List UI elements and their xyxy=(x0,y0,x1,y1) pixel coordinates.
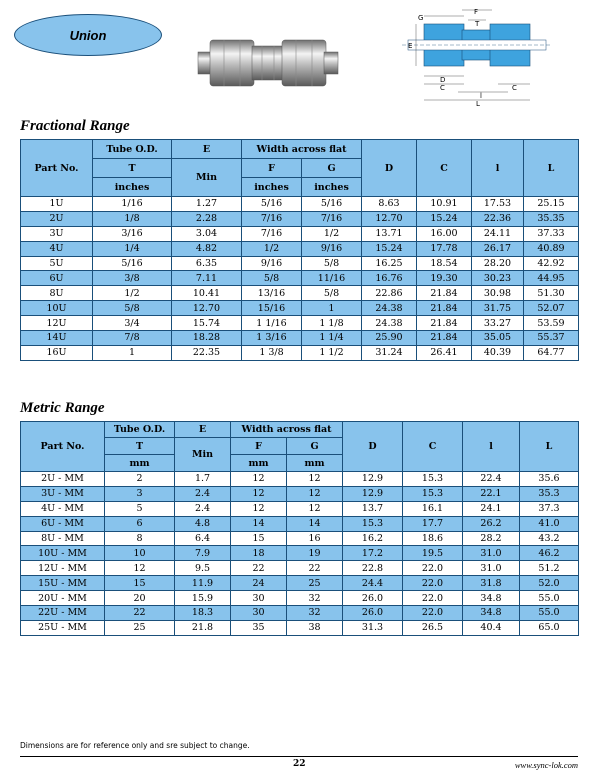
table-cell: 5U xyxy=(21,256,93,271)
table-cell: 17.78 xyxy=(417,241,472,256)
header-tube-od: Tube O.D. xyxy=(105,422,175,438)
header-tube-od: Tube O.D. xyxy=(93,140,172,159)
table-cell: 19.30 xyxy=(417,271,472,286)
header-e-min: Min xyxy=(172,159,242,197)
header-f-unit: inches xyxy=(242,178,302,197)
table-cell: 37.3 xyxy=(520,501,579,516)
table-cell: 26.17 xyxy=(472,241,524,256)
table-cell: 53.59 xyxy=(524,316,579,331)
fractional-range-title: Fractional Range xyxy=(20,118,130,134)
table-cell: 3U xyxy=(21,226,93,241)
table-cell: 19.5 xyxy=(403,546,463,561)
table-cell: 46.2 xyxy=(520,546,579,561)
table-cell: 7.11 xyxy=(172,271,242,286)
table-cell: 1U xyxy=(21,197,93,212)
header-g: G xyxy=(287,438,343,455)
table-cell: 1/2 xyxy=(93,286,172,301)
table-row xyxy=(21,301,579,316)
table-cell: 28.2 xyxy=(463,531,520,546)
product-badge-label: Union xyxy=(69,27,107,43)
table-cell: 20 xyxy=(105,591,175,606)
table-cell: 43.2 xyxy=(520,531,579,546)
table-cell: 8U - MM xyxy=(21,531,105,546)
table-cell: 32 xyxy=(287,591,343,606)
table-cell: 15 xyxy=(231,531,287,546)
table-cell: 15.9 xyxy=(175,591,231,606)
table-cell: 35 xyxy=(231,620,287,635)
metric-range-title: Metric Range xyxy=(20,400,105,416)
table-cell: 25.90 xyxy=(362,331,417,346)
table-cell: 3.04 xyxy=(172,226,242,241)
table-cell: 7.9 xyxy=(175,546,231,561)
table-row xyxy=(21,531,579,546)
table-row xyxy=(21,546,579,561)
table-cell: 12.70 xyxy=(172,301,242,316)
table-cell: 1 1/4 xyxy=(302,331,362,346)
table-cell: 35.05 xyxy=(472,331,524,346)
table-cell: 6.4 xyxy=(175,531,231,546)
table-cell: 1/2 xyxy=(302,226,362,241)
drawing-label-t: T xyxy=(475,20,480,28)
table-cell: 12 xyxy=(231,501,287,516)
table-row xyxy=(21,197,579,212)
table-row xyxy=(21,271,579,286)
header-l-small: l xyxy=(472,140,524,197)
table-cell: 18.54 xyxy=(417,256,472,271)
header-c: C xyxy=(403,422,463,472)
table-cell: 31.75 xyxy=(472,301,524,316)
union-technical-drawing xyxy=(402,6,552,106)
table-cell: 31.0 xyxy=(463,561,520,576)
table-cell: 31.0 xyxy=(463,546,520,561)
table-row xyxy=(21,331,579,346)
table-cell: 5/16 xyxy=(242,197,302,212)
table-cell: 32 xyxy=(287,606,343,621)
table-cell: 11.9 xyxy=(175,576,231,591)
table-cell: 26.41 xyxy=(417,345,472,360)
table-cell: 17.2 xyxy=(343,546,403,561)
table-cell: 21.84 xyxy=(417,316,472,331)
table-cell: 37.33 xyxy=(524,226,579,241)
table-cell: 26.2 xyxy=(463,516,520,531)
table-cell: 1/8 xyxy=(93,211,172,226)
table-cell: 24.11 xyxy=(472,226,524,241)
table-cell: 4.82 xyxy=(172,241,242,256)
footnote: Dimensions are for reference only and sre subject to change. xyxy=(20,741,250,750)
header-f: F xyxy=(242,159,302,178)
table-row xyxy=(21,241,579,256)
header-t: T xyxy=(105,438,175,455)
table-cell: 14U xyxy=(21,331,93,346)
table-cell: 44.95 xyxy=(524,271,579,286)
table-cell: 22.0 xyxy=(403,591,463,606)
table-row xyxy=(21,226,579,241)
table-cell: 6U xyxy=(21,271,93,286)
table-cell: 24.38 xyxy=(362,316,417,331)
table-cell: 24.4 xyxy=(343,576,403,591)
header-l-big: L xyxy=(520,422,579,472)
table-cell: 31.3 xyxy=(343,620,403,635)
drawing-label-l-big: L xyxy=(476,100,480,106)
table-cell: 21.84 xyxy=(417,301,472,316)
table-cell: 40.4 xyxy=(463,620,520,635)
table-cell: 25U - MM xyxy=(21,620,105,635)
table-row xyxy=(21,591,579,606)
table-cell: 1 xyxy=(93,345,172,360)
website-link[interactable]: www.sync-lok.com xyxy=(514,760,578,770)
table-cell: 24 xyxy=(231,576,287,591)
table-cell: 51.2 xyxy=(520,561,579,576)
table-cell: 55.37 xyxy=(524,331,579,346)
table-cell: 22.0 xyxy=(403,561,463,576)
table-cell: 15.3 xyxy=(403,472,463,487)
table-cell: 26.0 xyxy=(343,591,403,606)
header-g-unit: inches xyxy=(302,178,362,197)
header-part-no: Part No. xyxy=(21,422,105,472)
table-cell: 5 xyxy=(105,501,175,516)
table-cell: 41.0 xyxy=(520,516,579,531)
table-cell: 40.39 xyxy=(472,345,524,360)
table-cell: 1 1/16 xyxy=(242,316,302,331)
table-cell: 3/8 xyxy=(93,271,172,286)
table-cell: 12U - MM xyxy=(21,561,105,576)
table-row xyxy=(21,606,579,621)
table-cell: 8U xyxy=(21,286,93,301)
table-cell: 2.4 xyxy=(175,486,231,501)
header-f-unit: mm xyxy=(231,455,287,472)
drawing-label-c-left: C xyxy=(440,84,445,92)
drawing-label-g: G xyxy=(418,14,424,22)
table-cell: 24.38 xyxy=(362,301,417,316)
header-t-unit: inches xyxy=(93,178,172,197)
table-cell: 1 1/8 xyxy=(302,316,362,331)
table-cell: 13.71 xyxy=(362,226,417,241)
drawing-label-l-small: l xyxy=(480,92,482,100)
table-cell: 15 xyxy=(105,576,175,591)
table-cell: 22 xyxy=(231,561,287,576)
table-cell: 7/8 xyxy=(93,331,172,346)
table-cell: 1 1/2 xyxy=(302,345,362,360)
table-cell: 22.35 xyxy=(172,345,242,360)
table-cell: 2U xyxy=(21,211,93,226)
metric-range-table xyxy=(20,421,579,636)
table-cell: 12 xyxy=(287,472,343,487)
table-cell: 6U - MM xyxy=(21,516,105,531)
header-t-unit: mm xyxy=(105,455,175,472)
table-cell: 1 xyxy=(302,301,362,316)
table-cell: 16.1 xyxy=(403,501,463,516)
fractional-table-body xyxy=(21,197,579,361)
product-badge xyxy=(14,14,162,56)
header-g-unit: mm xyxy=(287,455,343,472)
table-cell: 18 xyxy=(231,546,287,561)
table-cell: 26.5 xyxy=(403,620,463,635)
table-cell: 12.70 xyxy=(362,211,417,226)
table-cell: 15.3 xyxy=(343,516,403,531)
table-cell: 26.0 xyxy=(343,606,403,621)
table-row xyxy=(21,516,579,531)
table-cell: 35.3 xyxy=(520,486,579,501)
table-cell: 3U - MM xyxy=(21,486,105,501)
table-cell: 35.35 xyxy=(524,211,579,226)
table-cell: 16 xyxy=(287,531,343,546)
table-row xyxy=(21,211,579,226)
table-cell: 2U - MM xyxy=(21,472,105,487)
table-cell: 22.0 xyxy=(403,606,463,621)
header-c: C xyxy=(417,140,472,197)
table-cell: 34.8 xyxy=(463,591,520,606)
table-cell: 2 xyxy=(105,472,175,487)
table-cell: 22.36 xyxy=(472,211,524,226)
header-part-no: Part No. xyxy=(21,140,93,197)
table-cell: 30 xyxy=(231,606,287,621)
header-e: E xyxy=(175,422,231,438)
table-cell: 15U - MM xyxy=(21,576,105,591)
table-cell: 40.89 xyxy=(524,241,579,256)
table-cell: 64.77 xyxy=(524,345,579,360)
drawing-label-f: F xyxy=(474,8,479,16)
table-cell: 10.41 xyxy=(172,286,242,301)
table-cell: 52.0 xyxy=(520,576,579,591)
table-cell: 52.07 xyxy=(524,301,579,316)
table-row xyxy=(21,316,579,331)
table-cell: 22.0 xyxy=(403,576,463,591)
table-cell: 3/4 xyxy=(93,316,172,331)
table-cell: 31.8 xyxy=(463,576,520,591)
header-d: D xyxy=(343,422,403,472)
table-cell: 7/16 xyxy=(302,211,362,226)
table-cell: 12 xyxy=(287,486,343,501)
header-d: D xyxy=(362,140,417,197)
header-f: F xyxy=(231,438,287,455)
table-cell: 14 xyxy=(287,516,343,531)
table-cell: 16.00 xyxy=(417,226,472,241)
table-cell: 13/16 xyxy=(242,286,302,301)
table-cell: 15.24 xyxy=(417,211,472,226)
table-cell: 6 xyxy=(105,516,175,531)
table-row xyxy=(21,501,579,516)
page-number: 22 xyxy=(293,759,306,769)
table-cell: 51.30 xyxy=(524,286,579,301)
table-cell: 5/8 xyxy=(93,301,172,316)
table-cell: 1.27 xyxy=(172,197,242,212)
table-cell: 5/8 xyxy=(242,271,302,286)
table-cell: 25 xyxy=(287,576,343,591)
table-cell: 16.76 xyxy=(362,271,417,286)
table-cell: 20U - MM xyxy=(21,591,105,606)
table-cell: 21.8 xyxy=(175,620,231,635)
table-cell: 33.27 xyxy=(472,316,524,331)
table-cell: 8.63 xyxy=(362,197,417,212)
table-cell: 17.7 xyxy=(403,516,463,531)
table-cell: 55.0 xyxy=(520,606,579,621)
table-cell: 4U xyxy=(21,241,93,256)
header-e-min: Min xyxy=(175,438,231,472)
fractional-range-table xyxy=(20,139,579,361)
table-cell: 17.53 xyxy=(472,197,524,212)
table-cell: 12 xyxy=(231,486,287,501)
table-cell: 22.4 xyxy=(463,472,520,487)
table-cell: 35.6 xyxy=(520,472,579,487)
table-cell: 1/16 xyxy=(93,197,172,212)
table-cell: 9/16 xyxy=(302,241,362,256)
table-cell: 12 xyxy=(231,472,287,487)
table-cell: 5/16 xyxy=(302,197,362,212)
table-cell: 12U xyxy=(21,316,93,331)
table-row xyxy=(21,286,579,301)
table-cell: 15/16 xyxy=(242,301,302,316)
table-cell: 22U - MM xyxy=(21,606,105,621)
footer-divider xyxy=(20,756,578,757)
header-width-across-flat: Width across flat xyxy=(242,140,362,159)
table-cell: 15.24 xyxy=(362,241,417,256)
table-row xyxy=(21,561,579,576)
table-cell: 13.7 xyxy=(343,501,403,516)
table-cell: 3 xyxy=(105,486,175,501)
drawing-label-d: D xyxy=(440,76,446,84)
table-cell: 22.8 xyxy=(343,561,403,576)
table-cell: 5/16 xyxy=(93,256,172,271)
table-cell: 30 xyxy=(231,591,287,606)
table-cell: 2.28 xyxy=(172,211,242,226)
table-cell: 9/16 xyxy=(242,256,302,271)
table-row xyxy=(21,486,579,501)
table-cell: 1/4 xyxy=(93,241,172,256)
table-cell: 34.8 xyxy=(463,606,520,621)
table-cell: 22 xyxy=(287,561,343,576)
table-cell: 12.9 xyxy=(343,472,403,487)
table-cell: 10 xyxy=(105,546,175,561)
table-cell: 7/16 xyxy=(242,211,302,226)
header-l-small: l xyxy=(463,422,520,472)
table-row xyxy=(21,620,579,635)
table-cell: 7/16 xyxy=(242,226,302,241)
table-cell: 31.24 xyxy=(362,345,417,360)
table-cell: 4.8 xyxy=(175,516,231,531)
table-cell: 18.28 xyxy=(172,331,242,346)
table-cell: 12.9 xyxy=(343,486,403,501)
table-cell: 16.25 xyxy=(362,256,417,271)
table-cell: 12 xyxy=(287,501,343,516)
table-row xyxy=(21,576,579,591)
table-cell: 42.92 xyxy=(524,256,579,271)
table-cell: 5/8 xyxy=(302,286,362,301)
table-cell: 15.3 xyxy=(403,486,463,501)
table-cell: 15.74 xyxy=(172,316,242,331)
table-cell: 38 xyxy=(287,620,343,635)
metric-table-body xyxy=(21,472,579,636)
table-cell: 9.5 xyxy=(175,561,231,576)
table-cell: 14 xyxy=(231,516,287,531)
header-e: E xyxy=(172,140,242,159)
table-row xyxy=(21,345,579,360)
header-g: G xyxy=(302,159,362,178)
header-l-big: L xyxy=(524,140,579,197)
table-row xyxy=(21,472,579,487)
table-cell: 11/16 xyxy=(302,271,362,286)
table-cell: 16U xyxy=(21,345,93,360)
drawing-label-e: E xyxy=(408,42,413,50)
table-cell: 18.3 xyxy=(175,606,231,621)
table-cell: 22.1 xyxy=(463,486,520,501)
table-cell: 4U - MM xyxy=(21,501,105,516)
table-cell: 21.84 xyxy=(417,331,472,346)
table-cell: 1/2 xyxy=(242,241,302,256)
table-cell: 65.0 xyxy=(520,620,579,635)
table-cell: 10U xyxy=(21,301,93,316)
table-cell: 19 xyxy=(287,546,343,561)
table-cell: 3/16 xyxy=(93,226,172,241)
table-cell: 28.20 xyxy=(472,256,524,271)
table-cell: 16.2 xyxy=(343,531,403,546)
table-cell: 6.35 xyxy=(172,256,242,271)
table-cell: 25 xyxy=(105,620,175,635)
table-cell: 12 xyxy=(105,561,175,576)
table-cell: 24.1 xyxy=(463,501,520,516)
table-cell: 1 3/16 xyxy=(242,331,302,346)
table-cell: 5/8 xyxy=(302,256,362,271)
table-row xyxy=(21,256,579,271)
table-cell: 18.6 xyxy=(403,531,463,546)
table-cell: 30.23 xyxy=(472,271,524,286)
table-cell: 25.15 xyxy=(524,197,579,212)
union-fitting-photo xyxy=(196,32,340,92)
table-cell: 2.4 xyxy=(175,501,231,516)
table-cell: 1.7 xyxy=(175,472,231,487)
table-cell: 10.91 xyxy=(417,197,472,212)
header-t: T xyxy=(93,159,172,178)
drawing-label-c-right: C xyxy=(512,84,517,92)
table-cell: 22.86 xyxy=(362,286,417,301)
table-cell: 55.0 xyxy=(520,591,579,606)
table-cell: 30.98 xyxy=(472,286,524,301)
table-cell: 21.84 xyxy=(417,286,472,301)
table-cell: 8 xyxy=(105,531,175,546)
table-cell: 10U - MM xyxy=(21,546,105,561)
table-cell: 1 3/8 xyxy=(242,345,302,360)
table-cell: 22 xyxy=(105,606,175,621)
header-width-across-flat: Width across flat xyxy=(231,422,343,438)
